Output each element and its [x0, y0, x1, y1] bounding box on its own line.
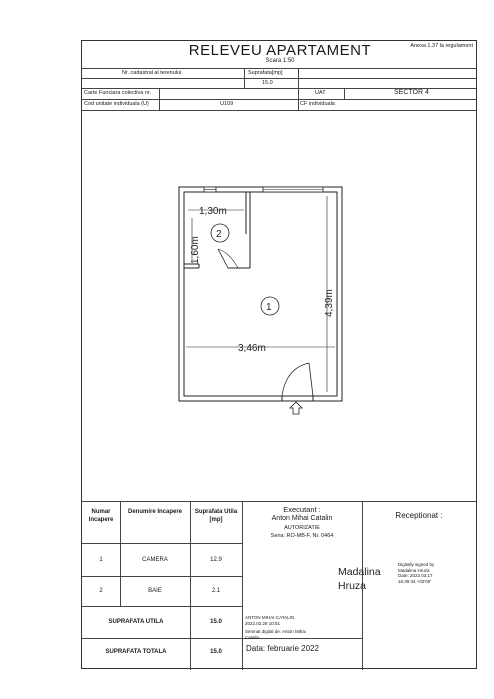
divider	[244, 68, 245, 88]
col-header-numar: Numar Incapere	[88, 509, 114, 523]
room1-number: 1	[266, 302, 272, 313]
suprafata-totala-value: 15.0	[210, 649, 222, 655]
divider	[82, 606, 242, 607]
suprafata-label: Suprafata[mp]	[248, 70, 283, 76]
dim-height-room: 4,39m	[324, 289, 335, 317]
receptionat-label: Receptionat :	[395, 511, 443, 520]
stamp-line: ANTON MIHAI-CATALIN	[245, 615, 295, 620]
floor-plan-svg	[98, 146, 335, 386]
digital-line: 16:39:34 +02'00'	[398, 578, 432, 584]
col-header-suprafata: Suprafata Utila [mp]	[194, 509, 238, 523]
col-header-denumire: Denumire Incapere	[127, 509, 183, 515]
table-cell-name: CAMERA	[142, 557, 168, 563]
divider	[159, 88, 160, 110]
bathroom-door-arc	[218, 249, 238, 268]
stamp-line: 2022.02.28 10:51	[245, 620, 281, 626]
dim-width-bath: 1,30m	[199, 206, 227, 217]
divider	[298, 88, 299, 110]
suprafata-utila-label: SUPRAFATA UTILA	[108, 619, 164, 625]
floor-plan	[98, 146, 335, 386]
table-cell-name: BAIE	[148, 588, 162, 594]
divider	[82, 576, 242, 577]
cadastral-nr-label: Nr. cadastral al terenului	[122, 70, 182, 76]
divider	[190, 501, 191, 670]
divider	[344, 88, 345, 99]
cod-unitate-label: Cod unitate individuala (U)	[84, 101, 149, 107]
anexa-label: Anexa 1.37 la regulament	[410, 43, 473, 49]
dim-height-bath: 1,60m	[190, 236, 201, 264]
stamp-line: Catalin	[245, 634, 260, 640]
divider	[298, 68, 299, 88]
executant-stamp	[245, 615, 306, 640]
page-title: RELEVEU APARTAMENT	[188, 42, 372, 59]
data-label: Data: februarie 2022	[246, 644, 319, 653]
digital-line: Madalina Hruza	[398, 567, 430, 573]
autorizatie-seria: Seria: RO-MB-F, Nr. 0464	[270, 533, 334, 539]
divider	[82, 110, 476, 111]
table-cell-nr: 1	[99, 557, 103, 563]
digital-line: Digitally signed by	[398, 562, 435, 567]
suprafata-value: 15.0	[262, 80, 273, 86]
autorizatie-label: AUTORIZATIE	[284, 525, 320, 531]
signature-last: Hruza	[338, 580, 367, 592]
dim-width-room: 3,46m	[238, 343, 266, 354]
divider	[82, 543, 242, 544]
suprafata-utila-value: 15.0	[210, 619, 222, 625]
table-cell-area: 12.9	[210, 557, 222, 563]
executant-name: Anton Mihai Catalin	[271, 515, 333, 522]
signature-name	[338, 565, 381, 593]
carte-funciara-label: Carte Funciara colectiva nr.	[84, 90, 151, 96]
digital-signature-block	[398, 562, 434, 584]
suprafata-totala-label: SUPRAFATA TOTALA	[105, 649, 167, 655]
executant-label: Executant :	[283, 505, 321, 514]
digital-line: Date: 2022.03.17	[398, 573, 433, 578]
cf-individuala-label: CF individuala	[300, 101, 335, 107]
room2-number: 2	[216, 229, 222, 240]
scale-label: Scara 1:50	[265, 58, 295, 64]
divider	[82, 78, 476, 79]
cod-unitate-value: U109	[220, 101, 234, 107]
divider	[82, 99, 476, 100]
divider	[82, 501, 476, 502]
divider	[82, 68, 476, 69]
divider	[82, 638, 362, 639]
uat-label: UAT	[315, 90, 326, 96]
signature-first: Madalina	[338, 566, 381, 578]
table-cell-area: 2.1	[211, 588, 221, 594]
uat-value: SECTOR 4	[394, 89, 429, 96]
bathroom-door	[218, 249, 228, 268]
table-cell-nr: 2	[99, 588, 103, 594]
stamp-line: Semnat digital de: Anton Mihai	[245, 629, 306, 634]
